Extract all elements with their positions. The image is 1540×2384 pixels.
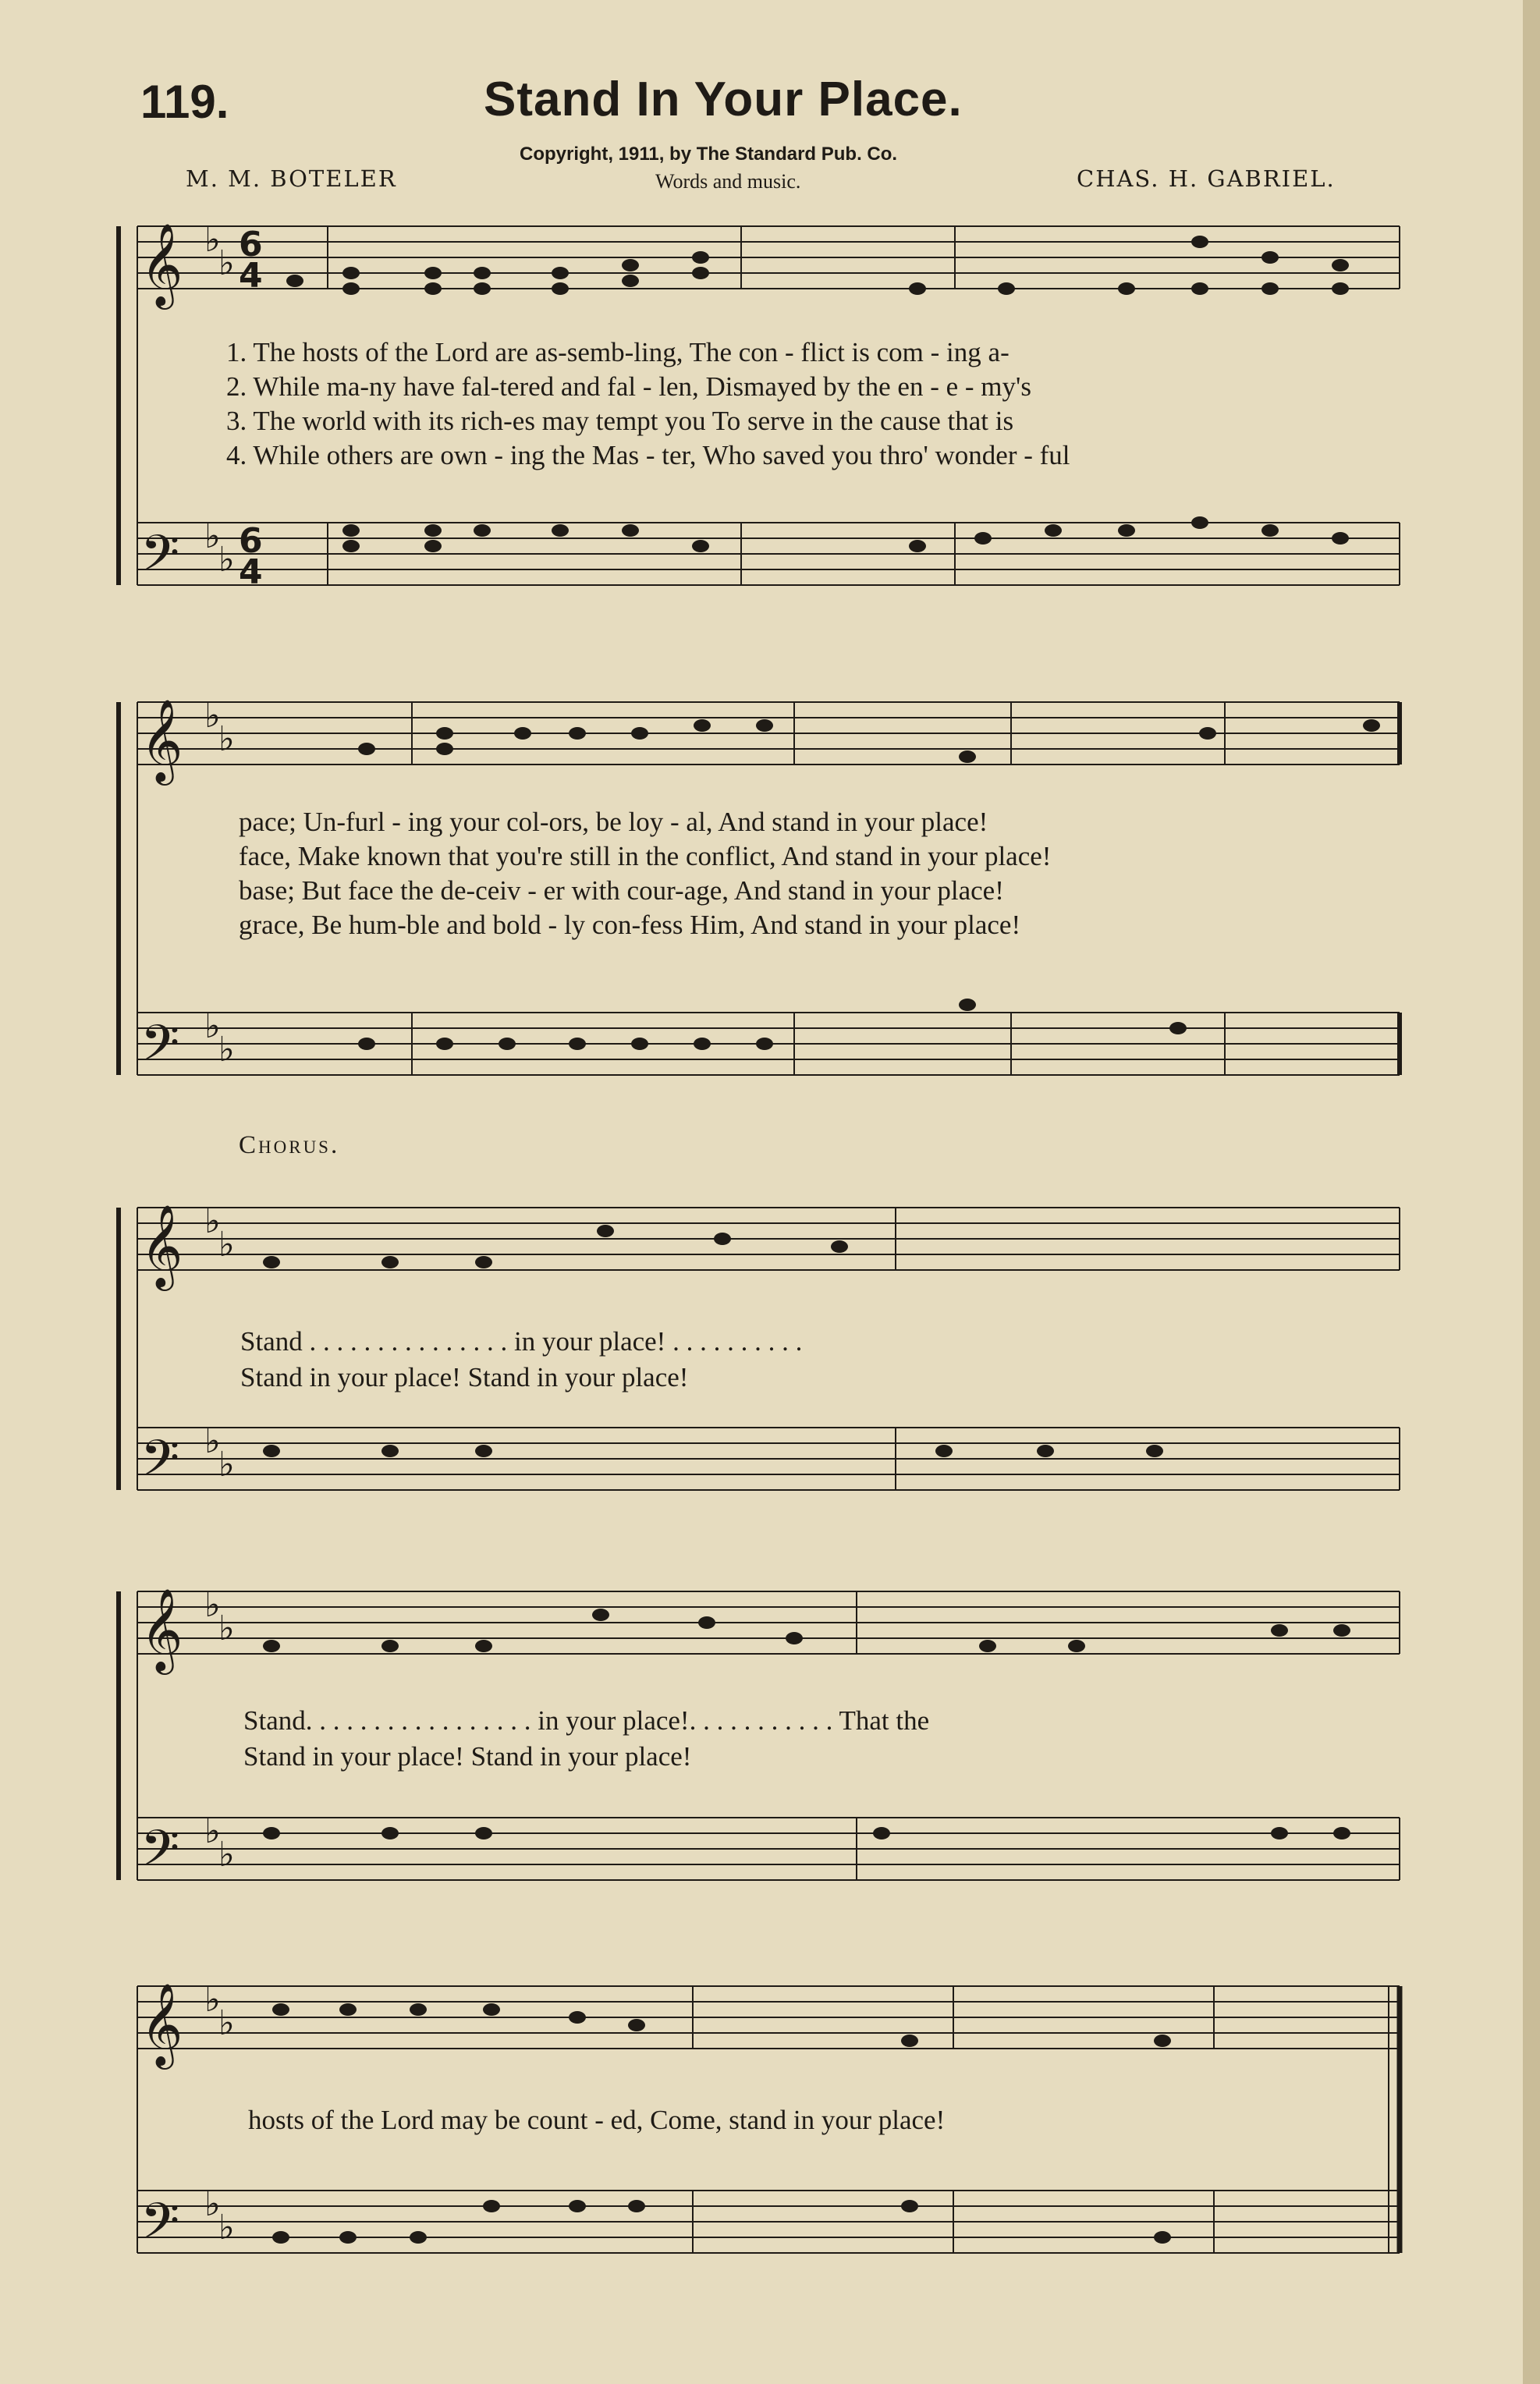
- chorus-line-3: hosts of the Lord may be count - ed, Come, stand in your place!: [248, 2105, 946, 2135]
- verse-4-line-1: 4. While others are own - ing the Mas - ter, Who saved you thro' wonder - ful: [226, 440, 1070, 470]
- svg-text:6: 6: [239, 225, 263, 264]
- staff-treble-3: [137, 1208, 1400, 1270]
- verse-3-line-2: base; But face the de-ceiv - er with cour-age, And stand in your place!: [239, 875, 1004, 906]
- staff-treble-5: [137, 1986, 1400, 2049]
- svg-text:𝄞: 𝄞: [140, 698, 183, 782]
- svg-text:♭: ♭: [218, 2003, 235, 2043]
- svg-text:♭: ♭: [218, 1225, 235, 1265]
- svg-text:♭: ♭: [218, 1030, 235, 1070]
- verse-2-line-1: 2. While ma-ny have fal-tered and fal - len, Dismayed by the en - e - my's: [226, 371, 1031, 402]
- svg-text:𝄢: 𝄢: [140, 1430, 180, 1500]
- svg-text:𝄞: 𝄞: [140, 1982, 183, 2066]
- svg-text:♭: ♭: [204, 220, 221, 260]
- svg-text:♭: ♭: [218, 2208, 235, 2247]
- svg-text:♭: ♭: [204, 1811, 221, 1851]
- svg-text:♭: ♭: [218, 719, 235, 759]
- svg-text:𝄢: 𝄢: [140, 525, 180, 595]
- svg-text:𝄢: 𝄢: [140, 2193, 180, 2263]
- svg-text:♭: ♭: [218, 243, 235, 283]
- chorus-line-1-lower: Stand in your place! Stand in your place!: [240, 1362, 689, 1392]
- verse-1-line-1: 1. The hosts of the Lord are as-semb-ling, The con - flict is com - ing a-: [226, 337, 1010, 367]
- staff-bass-4: [137, 1818, 1400, 1880]
- verse-4-line-2: grace, Be hum-ble and bold - ly con-fess Him, And stand in your place!: [239, 910, 1021, 940]
- svg-text:♭: ♭: [204, 1585, 221, 1625]
- staff-treble-1: [137, 226, 1400, 289]
- copyright-notice: Copyright, 1911, by The Standard Pub. Co.: [520, 144, 898, 165]
- svg-text:6: 6: [239, 521, 263, 561]
- staff-treble-4: [137, 1591, 1400, 1654]
- svg-text:𝄢: 𝄢: [140, 1820, 180, 1890]
- svg-text:♭: ♭: [204, 2184, 221, 2224]
- hymn-number: 119.: [140, 76, 229, 128]
- svg-text:♭: ♭: [204, 696, 221, 736]
- verse-2-line-2: face, Make known that you're still in the conflict, And stand in your place!: [239, 841, 1052, 871]
- chorus-line-2-lower: Stand in your place! Stand in your place!: [243, 1741, 692, 1772]
- svg-text:♭: ♭: [218, 540, 235, 580]
- composer: CHAS. H. GABRIEL.: [1077, 165, 1336, 192]
- verse-3-line-1: 3. The world with its rich-es may tempt you To serve in the cause that is: [226, 406, 1014, 436]
- rights-notice: Words and music.: [655, 170, 801, 193]
- svg-text:𝄞: 𝄞: [140, 1204, 183, 1287]
- svg-text:𝄞: 𝄞: [140, 1588, 183, 1671]
- chorus-line-1-upper: Stand . . . . . . . . . . . . . . . in your place! . . . . . . . . . .: [240, 1326, 803, 1357]
- svg-text:♭: ♭: [204, 516, 221, 556]
- svg-text:♭: ♭: [204, 1201, 221, 1241]
- svg-text:4: 4: [239, 552, 263, 592]
- hymn-title: Stand In Your Place.: [484, 73, 963, 126]
- svg-text:♭: ♭: [204, 1006, 221, 1046]
- chorus-line-2-upper: Stand. . . . . . . . . . . . . . . . . in your place!. . . . . . . . . . . That the: [243, 1705, 930, 1736]
- svg-text:♭: ♭: [218, 1445, 235, 1485]
- svg-text:♭: ♭: [218, 1609, 235, 1648]
- svg-text:𝄞: 𝄞: [140, 222, 183, 306]
- chorus-label: Chorus.: [239, 1131, 340, 1159]
- svg-text:♭: ♭: [204, 1421, 221, 1461]
- svg-text:4: 4: [239, 256, 263, 296]
- lyricist: M. M. BOTELER: [186, 165, 397, 192]
- svg-text:𝄢: 𝄢: [140, 1015, 180, 1085]
- staff-bass-1: [137, 523, 1400, 585]
- svg-text:♭: ♭: [218, 1835, 235, 1875]
- staff-bass-3: [137, 1428, 1400, 1490]
- staff-bass-5: [137, 2191, 1400, 2253]
- svg-text:♭: ♭: [204, 1980, 221, 2020]
- verse-1-line-2: pace; Un-furl - ing your col-ors, be loy - al, And stand in your place!: [239, 807, 988, 837]
